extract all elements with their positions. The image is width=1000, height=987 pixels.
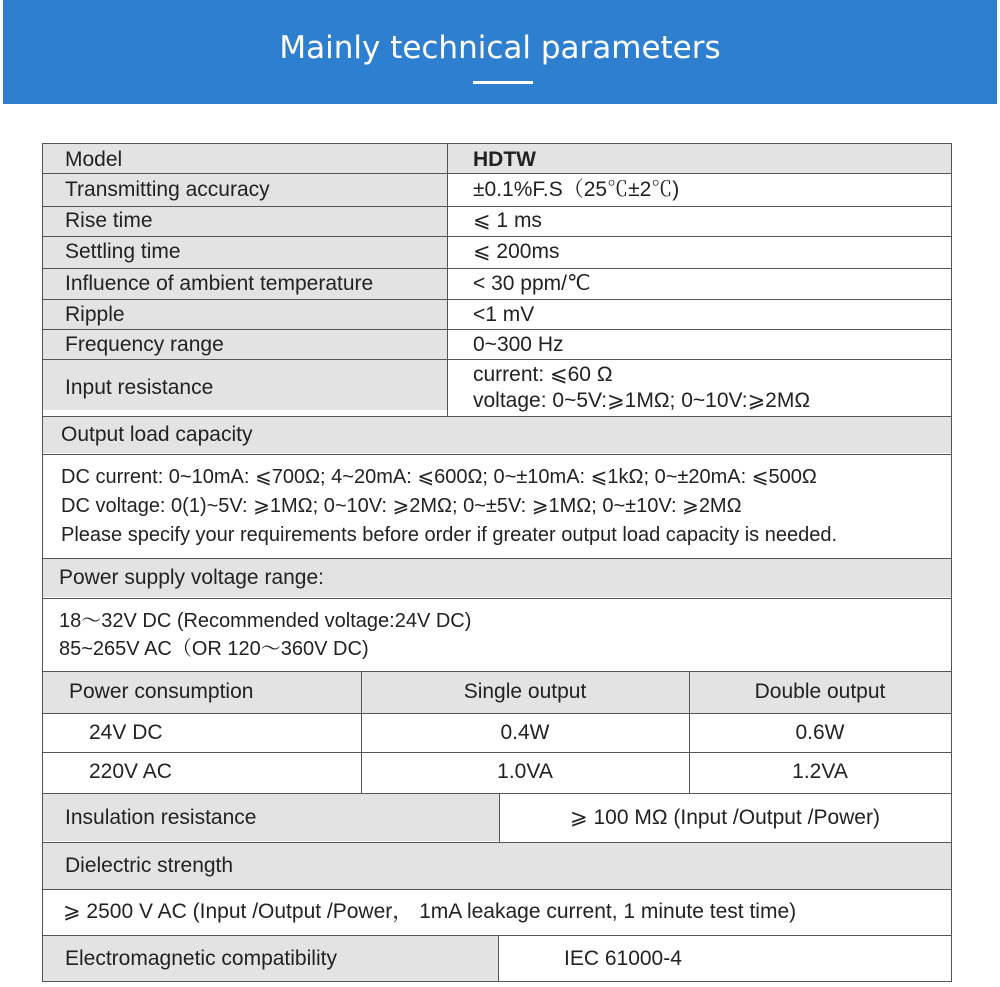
output-load-note-line: Please specify your requirements before order if greater output load capacity is needed. — [61, 523, 837, 546]
power-row-220vac-label: 220V AC — [89, 760, 172, 783]
title-underline — [473, 81, 533, 84]
output-load-details — [43, 455, 951, 557]
divider — [43, 454, 951, 455]
spec-value-ripple: <1 mV — [473, 303, 535, 326]
page-title: Mainly technical parameters — [279, 30, 721, 66]
output-load-current-line: DC current: 0~10mA: ⩽700Ω; 4~20mA: ⩽600Ω; 0~±10mA: ⩽1kΩ; 0~±20mA: ⩽500Ω — [61, 465, 817, 488]
double-output-header: Double output — [754, 680, 886, 703]
single-output-header: Single output — [463, 680, 587, 703]
divider — [43, 598, 951, 599]
divider — [498, 935, 499, 981]
divider — [43, 671, 951, 672]
spec-value-ambient-temp: < 30 ppm/℃ — [473, 272, 591, 295]
divider — [447, 144, 448, 416]
divider — [43, 268, 951, 269]
output-load-heading: Output load capacity — [43, 417, 951, 453]
power-supply-dc-line: 18〜32V DC (Recommended voltage:24V DC) — [59, 610, 472, 632]
spec-value-input-resistance — [453, 360, 947, 416]
emc-label: Electromagnetic compatibility — [43, 936, 498, 981]
power-supply-heading: Power supply voltage range: — [43, 559, 951, 597]
spec-value-accuracy: ±0.1%F.S（25℃±2℃) — [473, 178, 680, 201]
spec-value-rise-time: ⩽ 1 ms — [473, 209, 542, 232]
dielectric-value: ⩾ 2500 V AC (Input /Output /Power， 1mA leakage current, 1 minute test time) — [63, 900, 797, 923]
divider — [361, 671, 362, 793]
power-row-24vdc-label: 24V DC — [89, 720, 163, 744]
divider — [43, 359, 951, 360]
divider — [43, 299, 951, 300]
power-supply-details — [43, 599, 951, 671]
emc-value: IEC 61000-4 — [564, 946, 682, 970]
spec-label-rise-time: Rise time — [65, 209, 153, 232]
power-supply-ac-line: 85~265V AC（OR 120〜360V DC) — [59, 638, 369, 660]
spec-label-settling-time: Settling time — [65, 240, 181, 263]
divider — [499, 793, 500, 842]
insulation-value: ⩾ 100 MΩ (Input /Output /Power) — [570, 805, 880, 829]
divider — [43, 842, 951, 843]
spec-label-accuracy: Transmitting accuracy — [65, 178, 270, 201]
input-resistance-voltage: voltage: 0~5V:⩾1MΩ; 0~10V:⩾2MΩ — [473, 389, 811, 412]
divider — [43, 416, 951, 417]
divider — [43, 752, 951, 753]
spec-label-ambient-temp: Influence of ambient temperature — [65, 272, 374, 295]
header-banner — [3, 0, 997, 104]
divider — [43, 329, 951, 330]
spec-table — [42, 143, 952, 982]
input-resistance-current: current: ⩽60 Ω — [473, 363, 613, 386]
spec-label-model: Model — [65, 147, 123, 171]
divider — [43, 793, 951, 794]
divider — [43, 889, 951, 890]
dielectric-heading: Dielectric strength — [43, 843, 951, 889]
spec-label-input-resistance: Input resistance — [65, 376, 214, 399]
divider — [43, 173, 951, 174]
power-row-220vac-double: 1.2VA — [792, 760, 848, 783]
divider — [43, 558, 951, 559]
spec-label-frequency: Frequency range — [65, 333, 224, 356]
power-row-220vac-single: 1.0VA — [497, 760, 553, 783]
power-row-24vdc-single: 0.4W — [500, 720, 550, 744]
power-row-24vdc-double: 0.6W — [795, 720, 845, 744]
spec-value-settling-time: ⩽ 200ms — [473, 240, 560, 263]
power-consumption-header: Power consumption — [69, 680, 254, 703]
divider — [43, 236, 951, 237]
divider — [43, 206, 951, 207]
divider — [689, 671, 690, 793]
spec-value-model: HDTW — [473, 147, 536, 171]
insulation-label: Insulation resistance — [43, 794, 499, 841]
divider — [43, 713, 951, 714]
output-load-voltage-line: DC voltage: 0(1)~5V: ⩾1MΩ; 0~10V: ⩾2MΩ; 0~±5V: ⩾1MΩ; 0~±10V: ⩾2MΩ — [61, 494, 742, 517]
spec-label-ripple: Ripple — [65, 303, 125, 326]
spec-value-frequency: 0~300 Hz — [473, 333, 564, 356]
divider — [43, 935, 951, 936]
